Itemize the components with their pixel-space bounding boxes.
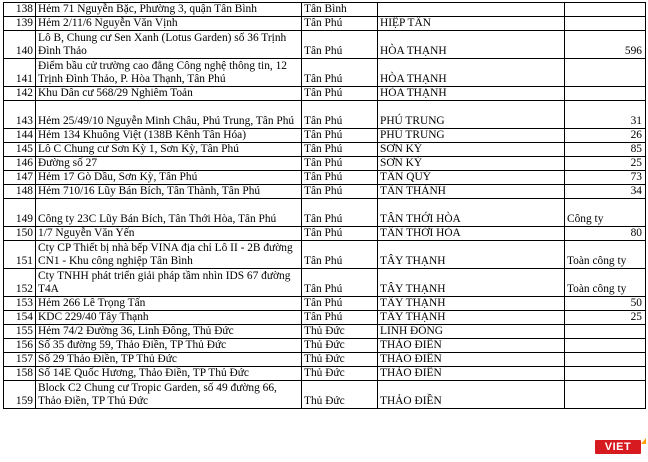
count-cell: 50	[565, 297, 646, 311]
row-number-cell: 153	[4, 297, 36, 311]
table-row	[4, 87, 646, 101]
table-row	[4, 227, 646, 241]
district-cell: Tân Bình	[302, 3, 378, 17]
count-cell: 25	[565, 157, 646, 171]
ward-cell: SƠN KỲ	[378, 157, 565, 171]
ward-cell: TÂN THÀNH	[378, 185, 565, 199]
ward-cell: SƠN KỲ	[378, 143, 565, 157]
table-row	[4, 157, 646, 171]
table-row	[4, 353, 646, 367]
ward-cell: TÂN QUÝ	[378, 171, 565, 185]
row-number-cell: 149	[4, 199, 36, 227]
count-cell: 34	[565, 185, 646, 199]
table-row	[4, 129, 646, 143]
row-number-cell: 142	[4, 87, 36, 101]
count-cell	[565, 381, 646, 409]
count-cell: 25	[565, 311, 646, 325]
district-cell: Tân Phú	[302, 129, 378, 143]
row-number-cell: 150	[4, 227, 36, 241]
table-row	[4, 311, 646, 325]
district-cell: Tân Phú	[302, 59, 378, 87]
address-cell: Hẻm 2/11/6 Nguyễn Văn Vịnh	[36, 17, 302, 31]
address-cell: Hẻm 25/49/10 Nguyễn Minh Châu, Phú Trung, Tân Phú	[36, 101, 302, 129]
count-cell: 596	[565, 31, 646, 59]
ward-cell: TÂY THẠNH	[378, 297, 565, 311]
address-cell: Hẻm 710/16 Lũy Bán Bích, Tân Thành, Tân Phú	[36, 185, 302, 199]
address-cell: Hẻm 71 Nguyễn Bặc, Phường 3, quận Tân Bình	[36, 3, 302, 17]
address-cell: Số 29 Thảo Điền, TP Thủ Đức	[36, 353, 302, 367]
count-cell: 85	[565, 143, 646, 157]
district-cell: Thủ Đức	[302, 325, 378, 339]
table-row	[4, 381, 646, 409]
table-row	[4, 101, 646, 129]
district-cell: Tân Phú	[302, 157, 378, 171]
count-cell	[565, 3, 646, 17]
ward-cell: THẢO ĐIỀN	[378, 381, 565, 409]
table-row	[4, 199, 646, 227]
row-number-cell: 148	[4, 185, 36, 199]
table-row	[4, 185, 646, 199]
row-number-cell: 139	[4, 17, 36, 31]
address-cell: Công ty 23C Lũy Bán Bích, Tân Thới Hòa, Tân Phú	[36, 199, 302, 227]
district-cell: Tân Phú	[302, 241, 378, 269]
row-number-cell: 159	[4, 381, 36, 409]
district-cell: Tân Phú	[302, 17, 378, 31]
ward-cell: HIỆP TÂN	[378, 17, 565, 31]
row-number-cell: 158	[4, 367, 36, 381]
ward-cell: THẢO ĐIỀN	[378, 339, 565, 353]
district-cell: Tân Phú	[302, 101, 378, 129]
address-cell: Block C2 Chung cư Tropic Garden, số 49 đường 66, Thảo Điền, TP Thủ Đức	[36, 381, 302, 409]
count-cell	[565, 87, 646, 101]
table-row	[4, 325, 646, 339]
address-cell: Lô C Chung cư Sơn Kỳ 1, Sơn Kỳ, Tân Phú	[36, 143, 302, 157]
address-cell: Lô B, Chung cư Sen Xanh (Lotus Garden) số 36 Trịnh Đình Thảo	[36, 31, 302, 59]
ward-cell: HÒA THẠNH	[378, 31, 565, 59]
table-row	[4, 143, 646, 157]
address-cell: 1/7 Nguyễn Văn Yến	[36, 227, 302, 241]
district-cell: Tân Phú	[302, 227, 378, 241]
note-cell: Công ty	[565, 199, 646, 227]
ward-cell: HÒA THẠNH	[378, 59, 565, 87]
address-cell: Hẻm 134 Khuông Việt (138B Kênh Tân Hóa)	[36, 129, 302, 143]
address-cell: Cty CP Thiết bị nhà bếp VINA địa chỉ Lô II - 2B đường CN1 - Khu công nghiệp Tân Bình	[36, 241, 302, 269]
address-cell: Khu Dân cư 568/29 Nghiêm Toản	[36, 87, 302, 101]
district-cell: Thủ Đức	[302, 339, 378, 353]
ward-cell: TÂY THẠNH	[378, 241, 565, 269]
row-number-cell: 143	[4, 101, 36, 129]
count-cell	[565, 59, 646, 87]
address-cell: Cty TNHH phát triển giải pháp tầm nhìn IDS 67 đường T4A	[36, 269, 302, 297]
row-number-cell: 151	[4, 241, 36, 269]
note-cell: Toàn công ty	[565, 241, 646, 269]
table-row	[4, 297, 646, 311]
note-cell: Toàn công ty	[565, 269, 646, 297]
count-cell: 31	[565, 101, 646, 129]
address-cell: Điểm bầu cử trường cao đẳng Công nghệ thông tin, 12 Trịnh Đình Thảo, P. Hòa Thạnh, Tân Phú	[36, 59, 302, 87]
row-number-cell: 157	[4, 353, 36, 367]
district-cell: Tân Phú	[302, 297, 378, 311]
address-cell: Đường số 27	[36, 157, 302, 171]
district-cell: Tân Phú	[302, 171, 378, 185]
table-row	[4, 339, 646, 353]
district-cell: Thủ Đức	[302, 353, 378, 367]
locations-table	[3, 2, 646, 409]
address-cell: Hẻm 266 Lê Trọng Tấn	[36, 297, 302, 311]
count-cell	[565, 353, 646, 367]
count-cell: 73	[565, 171, 646, 185]
viet-logo-watermark	[595, 440, 641, 454]
count-cell: 26	[565, 129, 646, 143]
row-number-cell: 147	[4, 171, 36, 185]
address-cell: Số 14E Quốc Hương, Thảo Điền, TP Thủ Đức	[36, 367, 302, 381]
count-cell	[565, 339, 646, 353]
ward-cell: PHÚ TRUNG	[378, 101, 565, 129]
row-number-cell: 138	[4, 3, 36, 17]
count-cell	[565, 367, 646, 381]
ward-cell: TÂY THẠNH	[378, 311, 565, 325]
row-number-cell: 155	[4, 325, 36, 339]
table-row	[4, 269, 646, 297]
ward-cell: LINH ĐÔNG	[378, 325, 565, 339]
row-number-cell: 140	[4, 31, 36, 59]
ward-cell: TÂY THẠNH	[378, 269, 565, 297]
address-cell: KDC 229/40 Tây Thạnh	[36, 311, 302, 325]
row-number-cell: 145	[4, 143, 36, 157]
address-cell: Số 35 đường 59, Thảo Điền, TP Thủ Đức	[36, 339, 302, 353]
watermark-label: VIET	[604, 441, 632, 453]
table-row	[4, 367, 646, 381]
row-number-cell: 156	[4, 339, 36, 353]
table-row	[4, 31, 646, 59]
district-cell: Thủ Đức	[302, 381, 378, 409]
ward-cell: THẢO ĐIỀN	[378, 353, 565, 367]
district-cell: Tân Phú	[302, 311, 378, 325]
district-cell: Tân Phú	[302, 31, 378, 59]
ward-cell: TÂN THỚI HÒA	[378, 227, 565, 241]
table-row	[4, 171, 646, 185]
row-number-cell: 141	[4, 59, 36, 87]
row-number-cell: 146	[4, 157, 36, 171]
table-row	[4, 3, 646, 17]
table-row	[4, 17, 646, 31]
logo-tick-icon	[641, 438, 646, 444]
address-cell: Hẻm 17 Gò Dầu, Sơn Kỳ, Tân Phú	[36, 171, 302, 185]
ward-cell: PHÚ TRUNG	[378, 129, 565, 143]
table-body	[4, 3, 646, 409]
address-cell: Hẻm 74/2 Đường 36, Linh Đông, Thủ Đức	[36, 325, 302, 339]
district-cell: Thủ Đức	[302, 367, 378, 381]
count-cell	[565, 325, 646, 339]
ward-cell: THẢO ĐIỀN	[378, 367, 565, 381]
district-cell: Tân Phú	[302, 199, 378, 227]
district-cell: Tân Phú	[302, 185, 378, 199]
ward-cell: TÂN THỚI HÒA	[378, 199, 565, 227]
ward-cell	[378, 3, 565, 17]
ward-cell: HÒA THẠNH	[378, 87, 565, 101]
row-number-cell: 154	[4, 311, 36, 325]
row-number-cell: 152	[4, 269, 36, 297]
table-row	[4, 241, 646, 269]
count-cell: 80	[565, 227, 646, 241]
district-cell: Tân Phú	[302, 143, 378, 157]
table-row	[4, 59, 646, 87]
district-cell: Tân Phú	[302, 87, 378, 101]
district-cell: Tân Phú	[302, 269, 378, 297]
count-cell	[565, 17, 646, 31]
row-number-cell: 144	[4, 129, 36, 143]
